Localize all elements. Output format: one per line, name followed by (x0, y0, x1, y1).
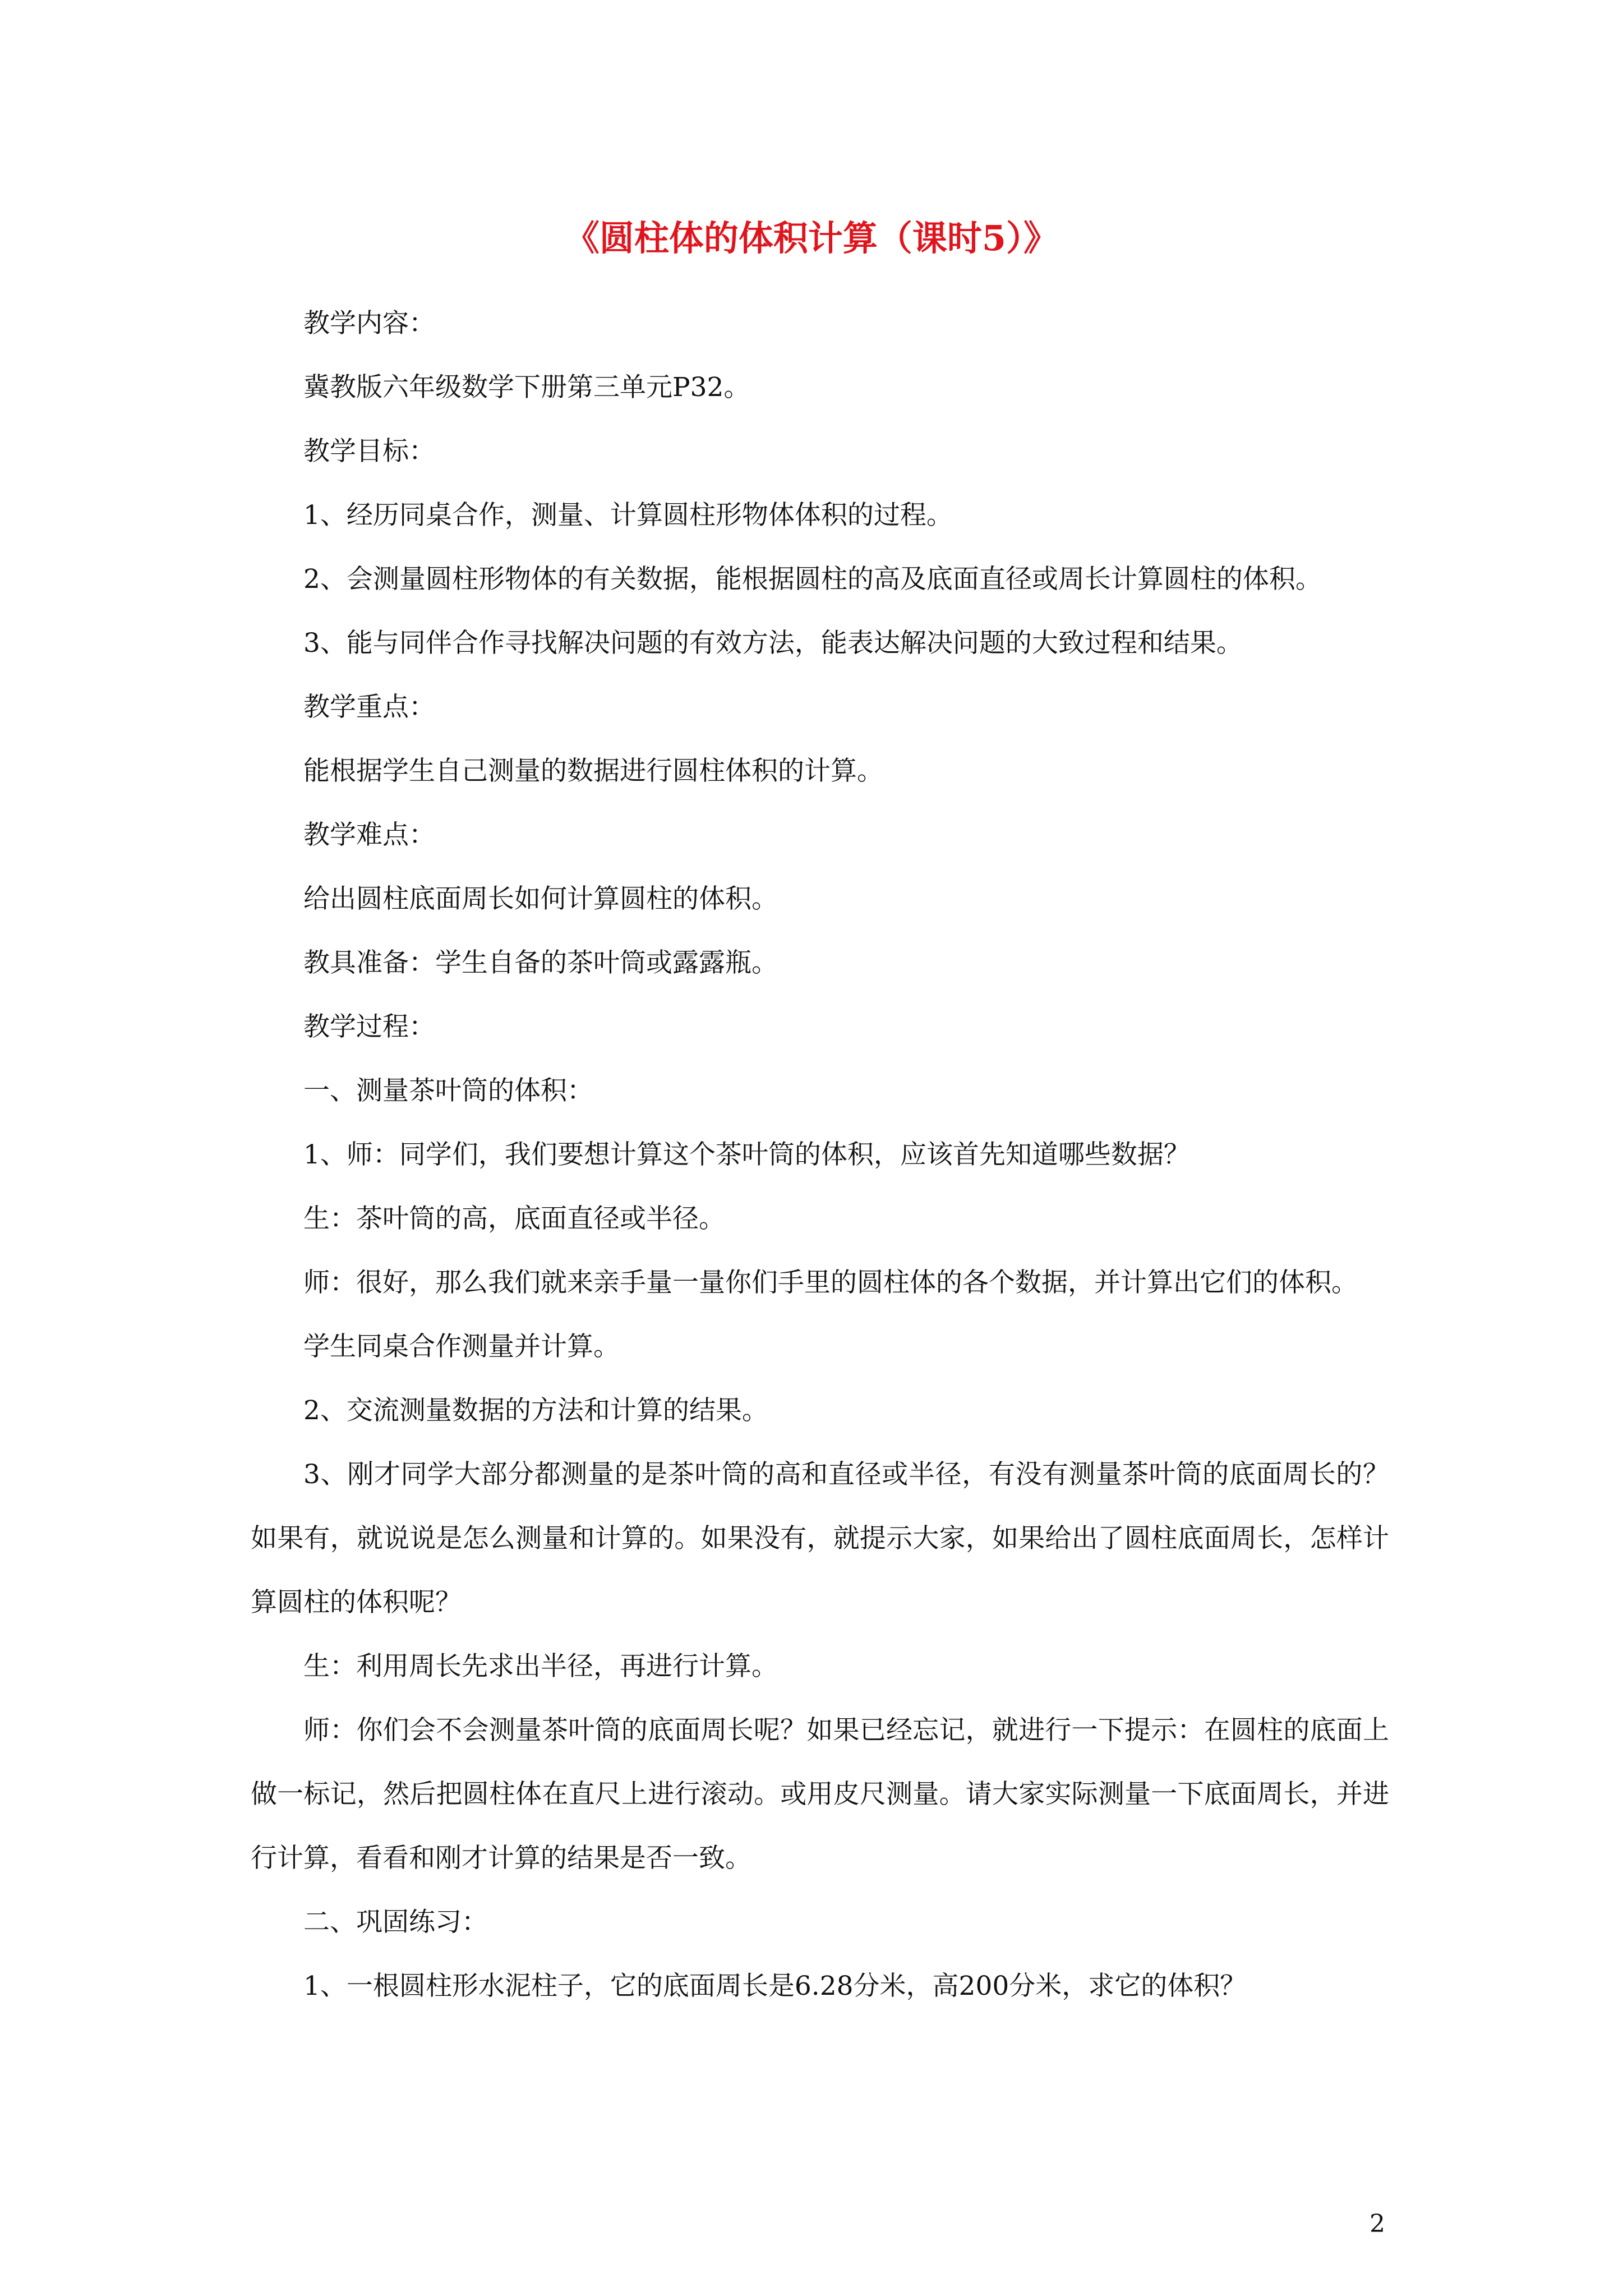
paragraph: 2、会测量圆柱形物体的有关数据，能根据圆柱的高及底面直径或周长计算圆柱的体积。 (303, 564, 1322, 595)
paragraph: 学生同桌合作测量并计算。 (303, 1331, 620, 1362)
paragraph: 教学重点： (303, 692, 435, 723)
paragraph: 能根据学生自己测量的数据进行圆柱体积的计算。 (303, 756, 883, 786)
paragraph: 教学过程： (303, 1011, 435, 1042)
paragraph: 1、经历同桌合作，测量、计算圆柱形物体体积的过程。 (303, 500, 953, 531)
paragraph: 3、能与同伴合作寻找解决问题的有效方法，能表达解决问题的大致过程和结果。 (303, 628, 1243, 659)
paragraph: 1、一根圆柱形水泥柱子，它的底面周长是6.28分米，高200分米，求它的体积？ (303, 1971, 1247, 2001)
paragraph: 教学难点： (303, 820, 435, 850)
paragraph: 生：利用周长先求出半径，再进行计算。 (303, 1651, 778, 1682)
paragraph: 师：很好，那么我们就来亲手量一量你们手里的圆柱体的各个数据，并计算出它们的体积。 (303, 1267, 1358, 1298)
paragraph: 师：你们会不会测量茶叶筒的底面周长呢？如果已经忘记，就进行一下提示：在圆柱的底面上做一标记，然后把圆柱体在直尺上进行滚动。或用皮尺测量。请大家实际测量一下底面周长，并进行计算，看看和刚才计算的结果是否一致。 (251, 1715, 1389, 1874)
paragraph: 教具准备：学生自备的茶叶筒或露露瓶。 (303, 947, 778, 978)
document-title: 《圆柱体的体积计算（课时5）》 (564, 218, 1059, 259)
page-number: 2 (1370, 2210, 1385, 2238)
paragraph: 生：茶叶筒的高，底面直径或半径。 (303, 1203, 725, 1234)
paragraph: 教学内容： (303, 308, 435, 339)
paragraph: 一、测量茶叶筒的体积： (303, 1075, 593, 1106)
paragraph: 1、师：同学们，我们要想计算这个茶叶筒的体积，应该首先知道哪些数据？ (303, 1139, 1190, 1170)
document-body (251, 292, 1389, 2018)
paragraph: 3、刚才同学大部分都测量的是茶叶筒的高和直径或半径，有没有测量茶叶筒的底面周长的？如果有，就说说是怎么测量和计算的。如果没有，就提示大家，如果给出了圆柱底面周长，怎样计算圆柱的体积呢？ (251, 1459, 1389, 1618)
paragraph: 二、巩固练习： (303, 1907, 488, 1938)
paragraph: 2、交流测量数据的方法和计算的结果。 (303, 1395, 768, 1426)
paragraph: 冀教版六年级数学下册第三单元P32。 (303, 372, 750, 403)
paragraph: 给出圆柱底面周长如何计算圆柱的体积。 (303, 884, 778, 914)
paragraph: 教学目标： (303, 436, 435, 467)
